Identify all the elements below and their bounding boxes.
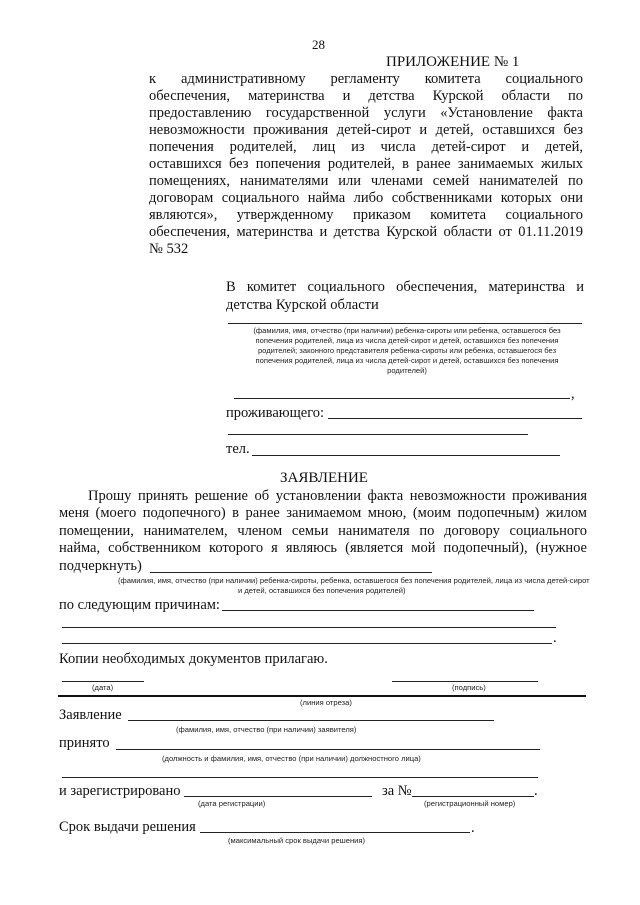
accepted-field[interactable] (116, 749, 540, 750)
hint-line: родителей; законного представителя ребенка-сироты или ребенка, оставшегося без (257, 346, 557, 355)
appendix-title: ПРИЛОЖЕНИЕ № 1 (386, 54, 520, 70)
receipt-statement-hint: (фамилия, имя, отчество (при наличии) заявителя) (176, 725, 357, 734)
date-field[interactable] (62, 681, 144, 682)
period: . (471, 820, 475, 836)
residing-field-2[interactable] (228, 434, 528, 435)
hint-line: попечения родителей, лица из числа детей-сирот и детей, оставшихся без попечения (255, 336, 559, 345)
deadline-label: Срок выдачи решения (59, 819, 196, 835)
underline-label: подчеркнуть) (59, 558, 142, 574)
appendix-text (149, 71, 583, 258)
statement-body-line: помещении, нанимателем, членом семьи нанимателя по договору социального (59, 523, 587, 539)
subject-hint-line1: (фамилия, имя, отчество (при наличии) ребенка-сироты, ребенка, оставшегося без попечения родителей, лица из числа детей-сирот (118, 576, 590, 585)
appendix-line: договорам социального найма либо собственниками которых они (149, 190, 583, 206)
applicant-name-hint (228, 326, 586, 376)
statement-body-line: меня (моего подопечного) в ранее занимаемом мною, (моим подопечным) жилом (59, 505, 587, 521)
period: . (534, 783, 538, 799)
number-label: за № (382, 783, 412, 799)
appendix-line: обеспечения, материнства и детства Курской области от 01.11.2019 (149, 224, 583, 240)
cut-line-hint: (линия отреза) (300, 698, 352, 707)
appendix-line: попечения родителей, лиц из числа детей-сирот и детей, (149, 139, 583, 155)
appendix-line: к административному регламенту комитета социального (149, 71, 583, 87)
reg-number-hint: (регистрационный номер) (424, 799, 516, 808)
receipt-statement-label: Заявление (59, 707, 122, 723)
applicant-name-field[interactable] (228, 323, 582, 324)
statement-body-line: найма, собственником которого я являюсь (является мой подопечный), (нужное (59, 540, 587, 556)
subject-name-field[interactable] (150, 572, 432, 573)
appendix-line: помещениях, нанимателями или членами семей нанимателей по (149, 173, 583, 189)
cut-line (58, 695, 586, 697)
deadline-hint: (максимальный срок выдачи решения) (228, 836, 366, 845)
date-hint: (дата) (92, 683, 114, 692)
statement-title: ЗАЯВЛЕНИЕ (280, 470, 368, 486)
appendix-line: предоставлению государственной услуги «Установление факта (149, 105, 583, 121)
addressee-line1: В комитет социального обеспечения, материнства и (226, 279, 584, 295)
page-number: 28 (312, 37, 325, 52)
reasons-field-2[interactable] (62, 627, 556, 628)
comma: , (571, 386, 575, 402)
appendix-line: являются», утвержденному приказом комитета социального (149, 207, 583, 223)
applicant-name-field-2[interactable] (234, 398, 570, 399)
reg-date-field[interactable] (184, 796, 372, 797)
reg-date-hint: (дата регистрации) (198, 799, 266, 808)
deadline-field[interactable] (200, 832, 470, 833)
hint-line: родителей) (387, 366, 427, 375)
statement-body-line: Прошу принять решение об установлении факта невозможности проживания (88, 488, 587, 504)
reg-number-field[interactable] (412, 796, 534, 797)
hint-line: попечения родителей, лица из числа детей-сирот и детей, оставшихся без попечения (255, 356, 559, 365)
appendix-line: № 532 (149, 241, 189, 257)
appendix-line: оставшихся без попечения родителей, в ранее занимаемых жилых (149, 156, 583, 172)
reasons-field-1[interactable] (222, 610, 534, 611)
registered-label: и зарегистрировано (59, 783, 181, 799)
addressee-line2: детства Курской области (226, 297, 379, 313)
appendix-line: невозможности проживания детей-сирот и детей, оставшихся без (149, 122, 583, 138)
receipt-statement-field[interactable] (128, 720, 494, 721)
phone-label: тел. (226, 441, 250, 457)
accepted-field-2[interactable] (62, 777, 538, 778)
residing-label: проживающего: (226, 405, 325, 421)
hint-line: (фамилия, имя, отчество (при наличии) ребенка-сироты или ребенка, оставшегося без (253, 326, 561, 335)
subject-hint-line2: и детей, оставшихся без попечения родителей) (238, 586, 406, 595)
reasons-field-3[interactable] (62, 643, 552, 644)
accepted-label: принято (59, 735, 110, 751)
reasons-label: по следующим причинам: (59, 597, 220, 613)
appendix-line: обеспечения, материнства и детства Курской области по (149, 88, 583, 104)
signature-field[interactable] (392, 681, 538, 682)
accepted-hint: (должность и фамилия, имя, отчество (при наличии) должностного лица) (162, 754, 421, 763)
residing-field[interactable] (328, 418, 582, 419)
signature-hint: (подпись) (452, 683, 486, 692)
attachments-text: Копии необходимых документов прилагаю. (59, 651, 328, 667)
phone-field[interactable] (252, 455, 560, 456)
period: . (553, 630, 557, 646)
